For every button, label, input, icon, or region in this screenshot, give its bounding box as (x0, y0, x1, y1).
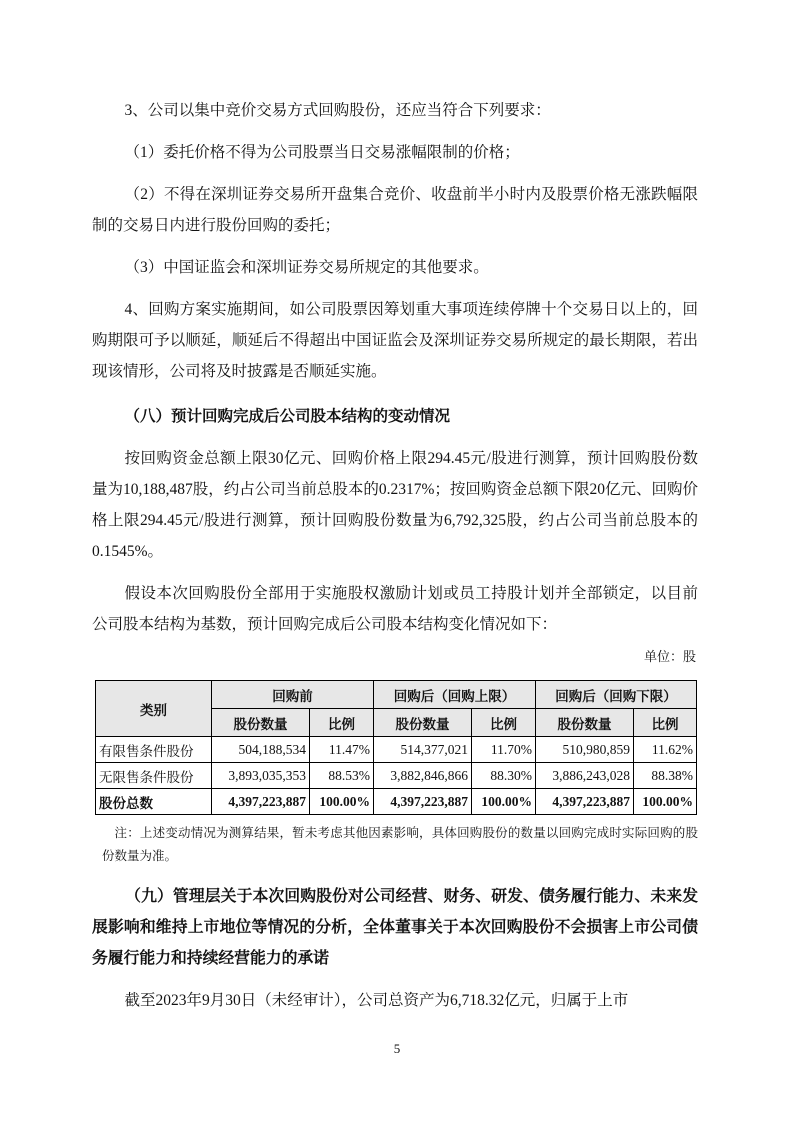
cell-upper-ratio: 11.70% (472, 737, 536, 763)
table-header-ratio-upper: 比例 (472, 709, 536, 737)
cell-before-shares: 3,893,035,353 (212, 763, 310, 789)
table-header-ratio-before: 比例 (310, 709, 374, 737)
table-header-ratio-lower: 比例 (634, 709, 697, 737)
cell-lower-shares: 4,397,223,887 (536, 789, 634, 815)
cell-before-shares: 504,188,534 (212, 737, 310, 763)
cell-before-ratio: 100.00% (310, 789, 374, 815)
paragraph-item-4: 4、回购方案实施期间，如公司股票因筹划重大事项连续停牌十个交易日以上的，回购期限可予以顺延，顺延后不得超出中国证监会及深圳证券交易所规定的最长期限，若出现该情形，公司将及时披露是否顺延实施。 (92, 301, 698, 380)
cell-upper-ratio: 88.30% (472, 763, 536, 789)
table-header-group-lower: 回购后（回购下限） (536, 681, 697, 709)
cell-lower-shares: 3,886,243,028 (536, 763, 634, 789)
paragraph-asof-date: 截至2023年9月30日（未经审计），公司总资产为6,718.32亿元，归属于上市 (124, 992, 629, 1009)
cell-upper-shares: 3,882,846,866 (374, 763, 472, 789)
cell-upper-ratio: 100.00% (472, 789, 536, 815)
table-header-shares-upper: 股份数量 (374, 709, 472, 737)
page-content (92, 0, 698, 1016)
cell-upper-shares: 514,377,021 (374, 737, 472, 763)
share-structure-table (95, 680, 697, 815)
cell-lower-ratio: 11.62% (634, 737, 697, 763)
cell-before-ratio: 88.53% (310, 763, 374, 789)
paragraph-sub-3: （3）中国证监会和深圳证券交易所规定的其他要求。 (124, 259, 489, 276)
table-header-shares-before: 股份数量 (212, 709, 310, 737)
cell-lower-ratio: 88.38% (634, 763, 697, 789)
table-header-shares-lower: 股份数量 (536, 709, 634, 737)
table-header-row-groups (96, 681, 697, 709)
paragraph-sub-2: （2）不得在深圳证券交易所开盘集合竞价、收盘前半小时内及股票价格无涨跌幅限制的交易日内进行股份回购的委托； (92, 186, 698, 234)
table-note: 注：上述变动情况为测算结果，暂未考虑其他因素影响，具体回购股份的数量以回购完成时实际回购的股份数量为准。 (102, 826, 698, 863)
table-header-category: 类别 (96, 681, 212, 737)
table-row-restricted (96, 737, 697, 763)
table-unit-label: 单位：股 (643, 649, 696, 664)
table-header-group-upper: 回购后（回购上限） (374, 681, 536, 709)
cell-before-ratio: 11.47% (310, 737, 374, 763)
row-category-label: 有限售条件股份 (96, 737, 212, 763)
table-row-total (96, 789, 697, 815)
row-category-label: 股份总数 (96, 789, 212, 815)
paragraph-assumption: 假设本次回购股份全部用于实施股权激励计划或员工持股计划并全部锁定，以目前公司股本结构为基数，预计回购完成后公司股本结构变化情况如下： (92, 585, 698, 633)
cell-upper-shares: 4,397,223,887 (374, 789, 472, 815)
cell-before-shares: 4,397,223,887 (212, 789, 310, 815)
table-header-group-before: 回购前 (212, 681, 374, 709)
section-heading-9: （九）管理层关于本次回购股份对公司经营、财务、研发、债务履行能力、未来发展影响和维持上市地位等情况的分析，全体董事关于本次回购股份不会损害上市公司债务履行能力和持续经营能力的承诺 (92, 888, 698, 967)
cell-lower-ratio: 100.00% (634, 789, 697, 815)
row-category-label: 无限售条件股份 (96, 763, 212, 789)
cell-lower-shares: 510,980,859 (536, 737, 634, 763)
paragraph-item-3: 3、公司以集中竞价交易方式回购股份，还应当符合下列要求： (124, 102, 551, 119)
table-row-unrestricted (96, 763, 697, 789)
page-number: 5 (393, 1041, 401, 1056)
paragraph-sub-1: （1）委托价格不得为公司股票当日交易涨幅限制的价格； (124, 144, 520, 161)
paragraph-buyback-calculation: 按回购资金总额上限30亿元、回购价格上限294.45元/股进行测算，预计回购股份数量为10,188,487股，约占公司当前总股本的0.2317%；按回购资金总额下限20亿元、回购价格上限294.45元/股进行测算，预计回购股份数量为6,792,325股，约占公司当前总股本的0.1545%。 (92, 450, 698, 560)
section-heading-8: （八）预计回购完成后公司股本结构的变动情况 (124, 408, 451, 425)
